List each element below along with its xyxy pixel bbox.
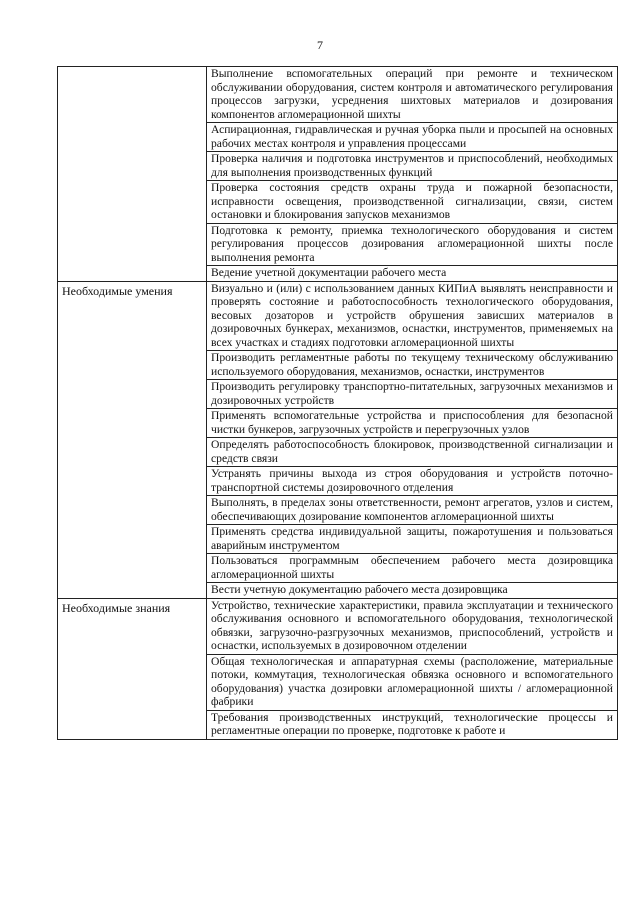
list-item: Визуально и (или) с использованием данных КИПиА выявлять неисправности и проверять состояние и работоспособность технологического оборудования, весовых дозаторов и устройств обрушения зависших материалов в дозировочных бункерах, механизмов, оснастки, инструментов, применяемых на всех участках и стадиях подготовки агломерационной шихты bbox=[207, 282, 617, 352]
list-item: Вести учетную документацию рабочего места дозировщика bbox=[211, 583, 508, 596]
list-item: Производить регламентные работы по текущему техническому обслуживанию используемого оборудования, механизмов, оснастки, инструментов bbox=[207, 351, 617, 380]
list-item: Применять вспомогательные устройства и приспособления для безопасной чистки бункеров, загрузочных устройств и перегрузочных узлов bbox=[207, 409, 617, 438]
list-item: Устройство, технические характеристики, правила эксплуатации и технического обслуживания основного и вспомогательного оборудования, технологической обвязки, загрузочно-разгрузочных механизмов, приспособлений, устройств и оснастки, используемых в дозировочном отделении bbox=[207, 599, 617, 655]
list-item: Аспирационная, гидравлическая и ручная уборка пыли и просыпей на основных рабочих местах контроля и управления процессами bbox=[207, 123, 617, 152]
row-label-knowledge: Необходимые знания bbox=[58, 598, 207, 739]
row-items bbox=[207, 598, 618, 739]
specification-table bbox=[57, 66, 618, 740]
row-items bbox=[207, 67, 618, 282]
list-item: Проверка состояния средств охраны труда и пожарной безопасности, исправности освещения, производственной сигнализации, связи, систем остановки и блокирования запусков механизмов bbox=[207, 181, 617, 224]
list-item: Выполнение вспомогательных операций при ремонте и техническом обслуживании оборудования, систем контроля и автоматического регулирования процессов загрузки, усреднения шихтовых материалов и дозирования компонентов агломерационной шихты bbox=[207, 67, 617, 123]
list-item: Устранять причины выхода из строя оборудования и устройств поточно-транспортной системы дозировочного отделения bbox=[207, 467, 617, 496]
list-item: Пользоваться программным обеспечением рабочего места дозировщика агломерационной шихты bbox=[207, 554, 617, 583]
list-item: Проверка наличия и подготовка инструментов и приспособлений, необходимых для выполнения производственных функций bbox=[207, 152, 617, 181]
list-item: Ведение учетной документации рабочего места bbox=[211, 266, 447, 279]
list-item: Подготовка к ремонту, приемка технологического оборудования и систем регулирования процессов дозирования агломерационной шихты после выполнения ремонта bbox=[207, 224, 617, 267]
list-item: Общая технологическая и аппаратурная схемы (расположение, материальные потоки, коммутация, технологическая обвязка основного и вспомогательного оборудования) участка дозировки агломерационной шихты / агломерационной фабрики bbox=[207, 655, 617, 711]
list-item: Выполнять, в пределах зоны ответственности, ремонт агрегатов, узлов и систем, обеспечивающих дозирование компонентов агломерационной шихты bbox=[207, 496, 617, 525]
row-label bbox=[58, 67, 207, 282]
row-items bbox=[207, 281, 618, 598]
list-item: Определять работоспособность блокировок, производственной сигнализации и средств связи bbox=[207, 438, 617, 467]
table-row bbox=[58, 281, 618, 598]
table-row bbox=[58, 67, 618, 282]
page-number: 7 bbox=[317, 38, 323, 52]
row-label-skills: Необходимые умения bbox=[58, 281, 207, 598]
list-item: Применять средства индивидуальной защиты, пожаротушения и пользоваться аварийным инструментом bbox=[207, 525, 617, 554]
table-row bbox=[58, 598, 618, 739]
list-item: Требования производственных инструкций, технологические процессы и регламентные операции по проверке, подготовке к работе и bbox=[211, 710, 613, 737]
list-item: Производить регулировку транспортно-питательных, загрузочных механизмов и дозировочных устройств bbox=[207, 380, 617, 409]
